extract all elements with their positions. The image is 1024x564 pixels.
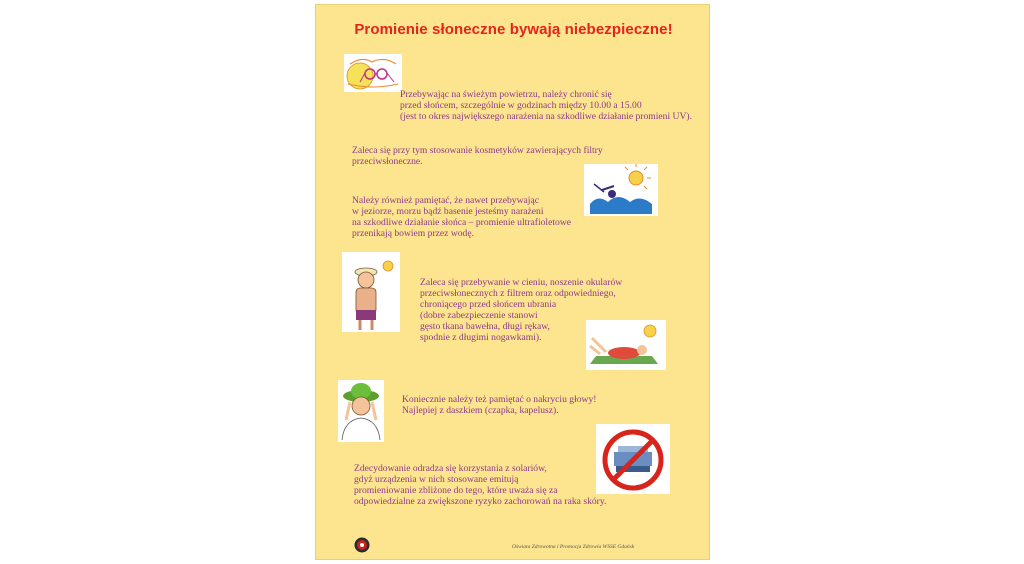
page-title: Promienie słoneczne bywają niebezpieczne! xyxy=(354,21,673,38)
green-hat-person-illustration xyxy=(338,380,384,442)
paragraph-water-uv: Należy również pamiętać, że nawet przebywając w jeziorze, morzu bądź basenie jesteśmy narażeni na szkodliwe działanie słońca – promienie ultrafioletowe przenikają bowiem przez wodę. xyxy=(352,195,571,239)
sunglasses-illustration xyxy=(344,54,402,92)
paragraph-shade-clothing: Zaleca się przebywanie w cieniu, noszenie okularów przeciwsłonecznych z filtrem oraz odpowiedniego, chroniącego przed słońcem ubrania (dobre zabezpieczenie stanowi gęsto tkana bawełna, długi rękaw, spodnie z długimi nogawkami). xyxy=(420,277,623,343)
sunbather-illustration xyxy=(586,320,666,370)
wsse-logo-icon xyxy=(354,537,370,553)
poster xyxy=(315,4,710,560)
boy-with-hat-illustration xyxy=(342,252,400,332)
swimmer-illustration xyxy=(584,164,658,216)
paragraph-sunscreen: Zaleca się przy tym stosowanie kosmetyków zawierających filtry przeciwsłoneczne. xyxy=(352,145,603,167)
paragraph-head-cover: Koniecznie należy też pamiętać o nakryciu głowy! Najlepiej z daszkiem (czapka, kapelusz). xyxy=(402,394,597,416)
paragraph-sun-hours: Przebywając na świeżym powietrzu, należy chronić się przed słońcem, szczególnie w godzinach między 10.00 a 15.00 (jest to okres największego narażenia na szkodliwe działanie promieni UV). xyxy=(400,89,692,122)
paragraph-solarium: Zdecydowanie odradza się korzystania z solariów, gdyż urządzenia w nich stosowane emitują promieniowanie zbliżone do tego, które uważa się za odpowiedzialne za zwiększone ryzyko zachorowań na raka skóry. xyxy=(354,463,607,507)
no-solarium-sign-icon xyxy=(596,424,670,494)
footer-credit: Oświata Zdrowotna i Promocja Zdrowia WSSE Gdańsk xyxy=(512,544,635,550)
